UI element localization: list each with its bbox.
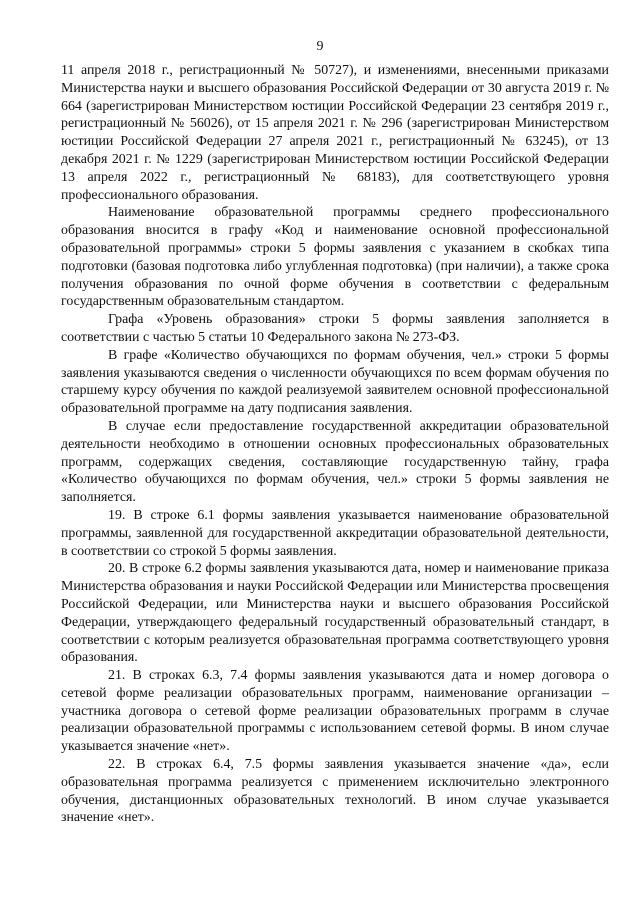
paragraph-item-22: 22. В строках 6.4, 7.5 формы заявления указывается значение «да», если образовательная программа реализуется с применением исключительно электронного обучения, дистанционных образовательных технологий. В ином случае указывается значение «нет». [61, 757, 609, 826]
paragraph-item-21: 21. В строках 6.3, 7.4 формы заявления указываются дата и номер договора о сетевой форме реализации образовательных программ, наименование организации – участника договора о сетевой форме реализации образовательных программ в случае реализации образовательной программы с использованием сетевой формы. В ином случае указывается значение «нет». [61, 668, 609, 755]
paragraph-education-level: Графа «Уровень образования» строки 5 формы заявления заполняется в соответствии с частью 5 статьи 10 Федерального закона № 273-ФЗ. [61, 312, 609, 345]
document-body [61, 62, 609, 827]
page-number: 9 [316, 39, 324, 54]
paragraph-continuation: 11 апреля 2018 г., регистрационный № 50727), и изменениями, внесенными приказами Министерства науки и высшего образования Российской Федерации от 30 августа 2019 г. № 664 (зарегистрирован Министерством юстиции Российской Федерации 23 сентября 2019 г., регистрационный № 56026), от 15 апреля 2021 г. № 296 (зарегистрирован Министерством юстиции Российской Федерации 27 апреля 2021 г., регистрационный № 63245), от 13 декабря 2021 г. № 1229 (зарегистрирован Министерством юстиции Российской Федерации 13 апреля 2022 г., регистрационный № 68183), для соответствующего уровня профессионального образования. [61, 63, 609, 203]
paragraph-item-19: 19. В строке 6.1 формы заявления указывается наименование образовательной программы, заявленной для государственной аккредитации образовательной деятельности, в соответствии со строкой 5 формы заявления. [61, 507, 609, 559]
paragraph-state-secret: В случае если предоставление государственной аккредитации образовательной деятельности необходимо в отношении основных профессиональных образовательных программ, содержащих сведения, составляющие государственную тайну, графа «Количество обучающихся по формам обучения, чел.» строки 5 формы заявления не заполняется. [61, 418, 609, 506]
paragraph-student-count: В графе «Количество обучающихся по формам обучения, чел.» строки 5 формы заявления указываются сведения о численности обучающихся по всем формам обучения по старшему курсу обучения по каждой реализуемой заявителем основной профессиональной образовательной программе на дату подписания заявления. [61, 347, 609, 417]
paragraph-item-20: 20. В строке 6.2 формы заявления указываются дата, номер и наименование приказа Министерства образования и науки Российской Федерации или Министерства просвещения Российской Федерации, или Министерства науки и высшего образования Российской Федерации, утверждающего федеральный государственный образовательный стандарт, в соответствии с которым реализуется образовательная программа соответствующего уровня образования. [61, 561, 609, 666]
paragraph-program-name: Наименование образовательной программы среднего профессионального образования вносится в графу «Код и наименование основной профессиональной образовательной программы» строки 5 формы заявления с указанием в скобках типа подготовки (базовая подготовка либо углубленная подготовка) (при наличии), а также срока получения образования по очной форме обучения в соответствии с федеральным государственным образовательным стандартом. [61, 205, 609, 310]
